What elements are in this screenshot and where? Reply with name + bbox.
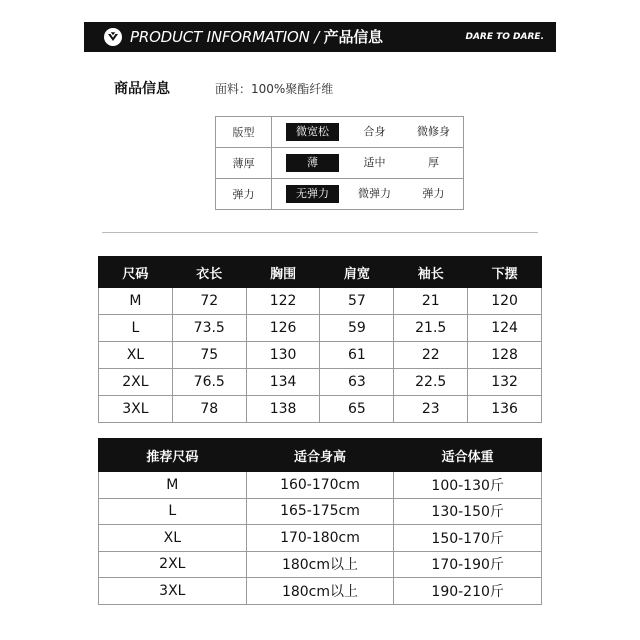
- size-cell: 76.5: [172, 369, 246, 396]
- attribute-row: [216, 148, 464, 179]
- table-row: [99, 551, 542, 578]
- attribute-options: [272, 117, 464, 148]
- recommend-cell: L: [99, 498, 247, 525]
- size-cell: 3XL: [99, 396, 173, 423]
- attribute-row: [216, 117, 464, 148]
- size-cell: 120: [468, 288, 542, 315]
- attribute-option-selected: 微宽松: [286, 123, 339, 141]
- table-row: [99, 525, 542, 552]
- recommend-cell: 180cm以上: [246, 578, 394, 605]
- column-header: 下摆: [468, 257, 542, 288]
- attribute-option-selected: 无弹力: [286, 185, 339, 203]
- size-cell: 61: [320, 342, 394, 369]
- size-cell: 72: [172, 288, 246, 315]
- recommend-cell: 190-210斤: [394, 578, 542, 605]
- size-cell: 63: [320, 369, 394, 396]
- recommend-cell: M: [99, 472, 247, 499]
- attribute-option: 合身: [363, 125, 386, 138]
- attribute-option: 适中: [363, 156, 386, 169]
- table-row: [99, 288, 542, 315]
- attribute-option: 弹力: [422, 187, 445, 200]
- attribute-option: 微弹力: [358, 187, 391, 200]
- column-header: 袖长: [394, 257, 468, 288]
- column-header: 适合身高: [246, 439, 394, 472]
- recommend-cell: 100-130斤: [394, 472, 542, 499]
- table-row: [99, 472, 542, 499]
- recommend-cell: 170-190斤: [394, 551, 542, 578]
- column-header: 尺码: [99, 257, 173, 288]
- recommend-cell: 3XL: [99, 578, 247, 605]
- size-cell: 73.5: [172, 315, 246, 342]
- attribute-options: [272, 148, 464, 179]
- attribute-label: 薄厚: [216, 148, 272, 179]
- divider: [102, 232, 538, 233]
- size-table: [98, 256, 542, 423]
- attribute-options: [272, 179, 464, 210]
- size-cell: 138: [246, 396, 320, 423]
- size-cell: 21: [394, 288, 468, 315]
- size-cell: 22.5: [394, 369, 468, 396]
- recommend-cell: 150-170斤: [394, 525, 542, 552]
- page-title: PRODUCT INFORMATION / 产品信息: [130, 28, 383, 46]
- size-cell: 136: [468, 396, 542, 423]
- size-cell: XL: [99, 342, 173, 369]
- column-header: 胸围: [246, 257, 320, 288]
- table-row: [99, 498, 542, 525]
- size-cell: 59: [320, 315, 394, 342]
- recommend-cell: XL: [99, 525, 247, 552]
- table-row: [99, 369, 542, 396]
- header-banner: [84, 22, 556, 52]
- brand-logo-icon: [104, 28, 122, 46]
- recommend-cell: 130-150斤: [394, 498, 542, 525]
- column-header: 推荐尺码: [99, 439, 247, 472]
- size-cell: 132: [468, 369, 542, 396]
- recommend-size-table: [98, 438, 542, 605]
- size-cell: 65: [320, 396, 394, 423]
- size-cell: 23: [394, 396, 468, 423]
- size-cell: 75: [172, 342, 246, 369]
- attribute-option-selected: 薄: [286, 154, 339, 172]
- size-cell: 128: [468, 342, 542, 369]
- size-cell: 122: [246, 288, 320, 315]
- recommend-cell: 165-175cm: [246, 498, 394, 525]
- size-cell: 78: [172, 396, 246, 423]
- product-info-heading: 商品信息: [114, 81, 170, 97]
- size-cell: 21.5: [394, 315, 468, 342]
- size-cell: 22: [394, 342, 468, 369]
- table-row: [99, 342, 542, 369]
- table-row: [99, 315, 542, 342]
- attribute-option: 微修身: [417, 125, 450, 138]
- size-cell: 2XL: [99, 369, 173, 396]
- recommend-cell: 180cm以上: [246, 551, 394, 578]
- attribute-table: [215, 116, 464, 210]
- table-row: [99, 578, 542, 605]
- brand-slogan: DARE TO DARE.: [465, 32, 544, 42]
- attribute-option: 厚: [428, 156, 439, 169]
- attribute-row: [216, 179, 464, 210]
- recommend-cell: 160-170cm: [246, 472, 394, 499]
- attribute-label: 弹力: [216, 179, 272, 210]
- table-row: [99, 396, 542, 423]
- size-cell: 57: [320, 288, 394, 315]
- size-cell: 124: [468, 315, 542, 342]
- column-header: 肩宽: [320, 257, 394, 288]
- size-cell: L: [99, 315, 173, 342]
- recommend-cell: 2XL: [99, 551, 247, 578]
- column-header: 适合体重: [394, 439, 542, 472]
- attribute-label: 版型: [216, 117, 272, 148]
- size-cell: 134: [246, 369, 320, 396]
- size-cell: 130: [246, 342, 320, 369]
- fabric-info: 面料：100%聚酯纤维: [215, 82, 334, 96]
- size-cell: M: [99, 288, 173, 315]
- recommend-cell: 170-180cm: [246, 525, 394, 552]
- size-cell: 126: [246, 315, 320, 342]
- column-header: 衣长: [172, 257, 246, 288]
